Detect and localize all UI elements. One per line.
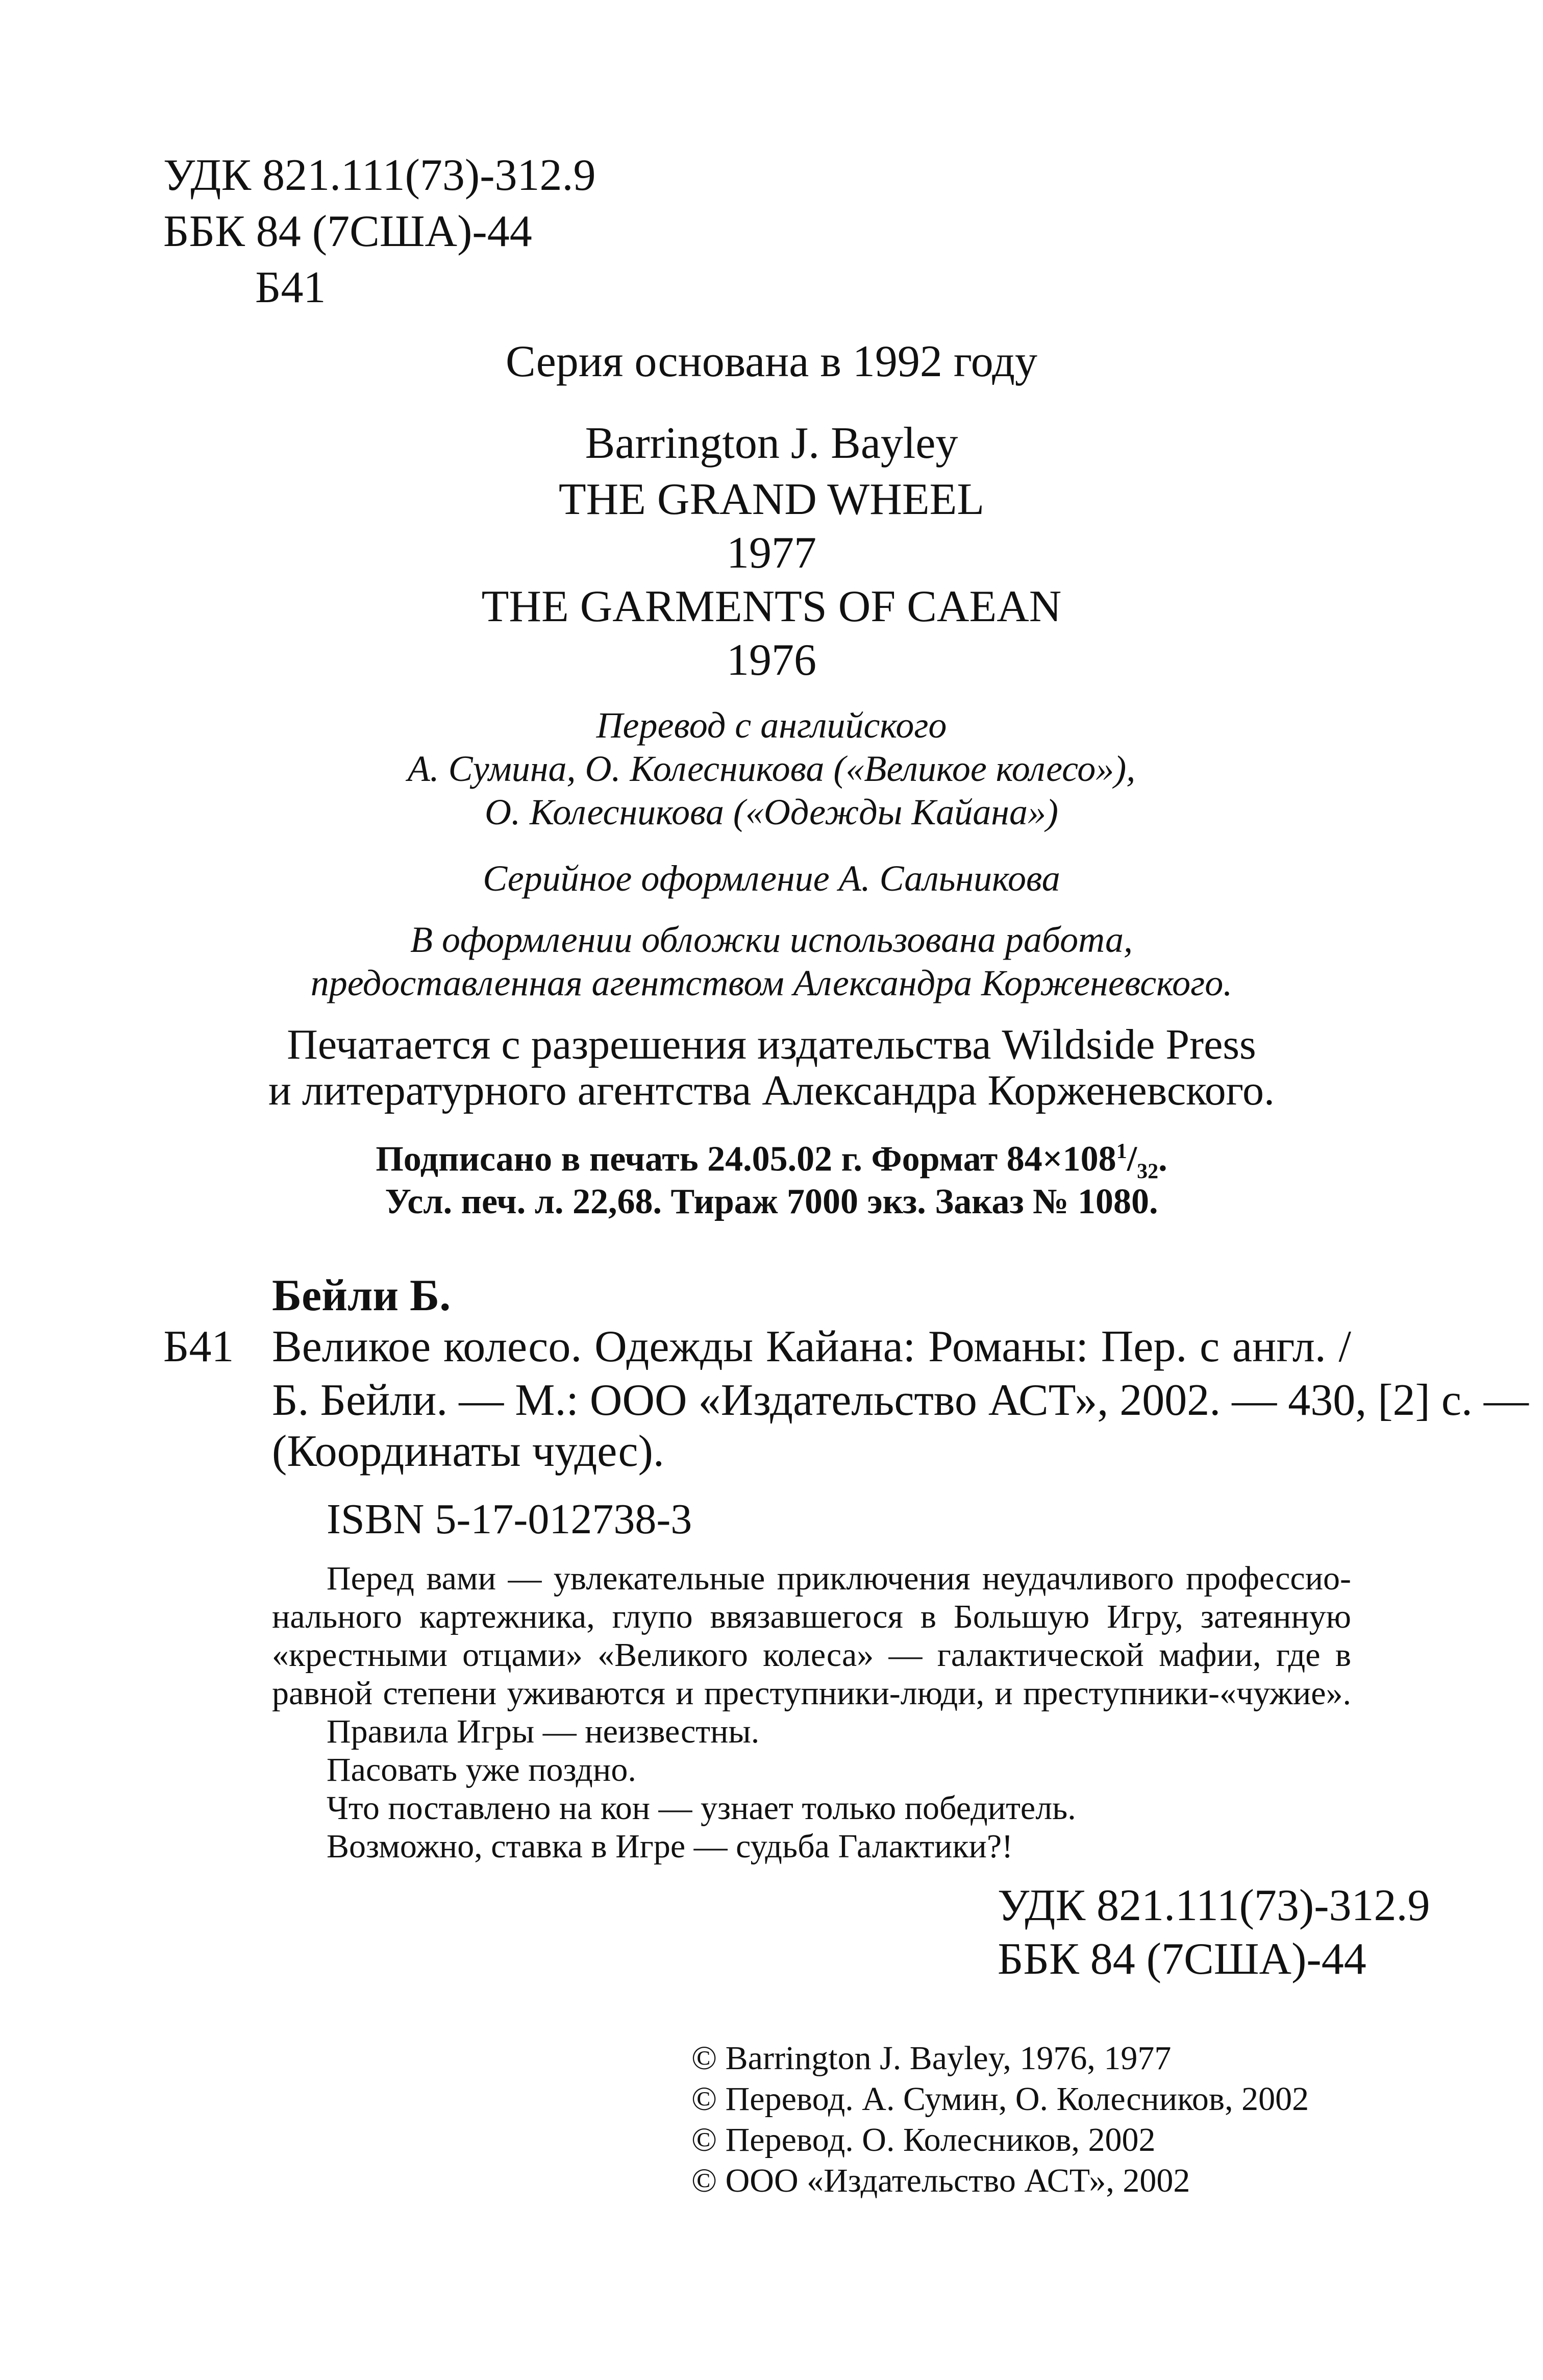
copyright-line-4: © ООО «Издательство АСТ», 2002 bbox=[691, 2162, 1190, 2199]
catalog-line-1: Великое колесо. Одежды Кайана: Романы: Пер. с англ. / bbox=[272, 1322, 1351, 1371]
permission-line-1: Печатается с разрешения издательства Wildside Press bbox=[287, 1021, 1256, 1068]
cover-credit-line-1: В оформлении обложки использована работа, bbox=[410, 919, 1133, 960]
annotation-line-8: Возможно, ставка в Игре — судьба Галактики?! bbox=[327, 1828, 1013, 1865]
print-info-line-2: Усл. печ. л. 22,68. Тираж 7000 экз. Заказ № 1080. bbox=[385, 1182, 1158, 1221]
original-author: Barrington J. Bayley bbox=[585, 419, 958, 468]
footer-bbk-code: ББК 84 (7США)-44 bbox=[998, 1934, 1366, 1984]
original-year-1: 1977 bbox=[727, 528, 816, 578]
annotation-line-2: нального картежника, глупо ввязавшегося в Большую Игру, затеянную bbox=[272, 1598, 1351, 1635]
format-numerator: 1 bbox=[1116, 1140, 1127, 1163]
catalog-line-3: (Координаты чудес). bbox=[272, 1427, 664, 1476]
permission-line-2: и литературного агентства Александра Корженевского. bbox=[268, 1067, 1275, 1114]
annotation-line-4: равной степени уживаются и преступники-люди, и преступники-«чужие». bbox=[272, 1675, 1351, 1712]
annotation-line-1: Перед вами — увлекательные приключения неудачливого профессио- bbox=[327, 1560, 1351, 1597]
original-title-1: THE GRAND WHEEL bbox=[558, 475, 985, 524]
original-title-2: THE GARMENTS OF CAEAN bbox=[481, 582, 1062, 631]
format-denominator: 32 bbox=[1137, 1160, 1159, 1184]
annotation-line-7: Что поставлено на кон — узнает только победитель. bbox=[327, 1789, 1076, 1827]
translators-line-2: О. Колесникова («Одежды Кайана») bbox=[485, 792, 1058, 832]
original-year-2: 1976 bbox=[727, 635, 816, 685]
print-info-text: Подписано в печать 24.05.02 г. Формат 84×108 bbox=[376, 1139, 1116, 1179]
catalog-line-2: Б. Бейли. — М.: ООО «Издательство АСТ», 2002. — 430, [2] с. — bbox=[272, 1376, 1529, 1425]
catalog-author-heading: Бейли Б. bbox=[272, 1271, 451, 1320]
series-note: Серия основана в 1992 году bbox=[505, 337, 1038, 386]
annotation-line-6: Пасовать уже поздно. bbox=[327, 1751, 636, 1788]
translation-heading: Перевод с английского bbox=[596, 705, 947, 746]
udk-code: УДК 821.111(73)-312.9 bbox=[163, 151, 596, 200]
annotation-line-3: «крестными отцами» «Великого колеса» — галактической мафии, где в bbox=[272, 1636, 1351, 1674]
catalog-mark: Б41 bbox=[163, 1322, 234, 1371]
cover-credit-line-2: предоставленная агентством Александра Корженевского. bbox=[310, 963, 1233, 1003]
isbn: ISBN 5-17-012738-3 bbox=[327, 1495, 692, 1543]
translators-line-1: А. Сумина, О. Колесникова («Великое колесо»), bbox=[407, 748, 1136, 789]
format-slash: / bbox=[1127, 1139, 1137, 1179]
annotation-line-5: Правила Игры — неизвестны. bbox=[327, 1713, 760, 1750]
format-period: . bbox=[1158, 1139, 1167, 1179]
print-info-line-1 bbox=[0, 1141, 1543, 1182]
bbk-code: ББК 84 (7США)-44 bbox=[163, 207, 532, 256]
copyright-line-2: © Перевод. А. Сумин, О. Колесников, 2002 bbox=[691, 2080, 1309, 2118]
copyright-line-3: © Перевод. О. Колесников, 2002 bbox=[691, 2121, 1156, 2158]
copyright-line-1: © Barrington J. Bayley, 1976, 1977 bbox=[691, 2040, 1172, 2077]
author-mark: Б41 bbox=[255, 263, 326, 312]
series-design-credit: Серийное оформление А. Сальникова bbox=[483, 858, 1060, 899]
footer-udk-code: УДК 821.111(73)-312.9 bbox=[998, 1881, 1430, 1930]
